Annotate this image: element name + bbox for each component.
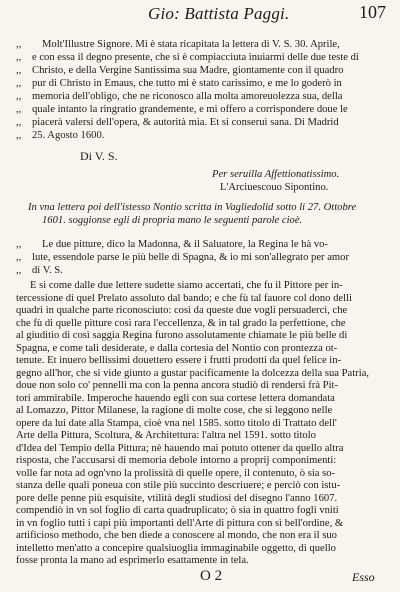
closing-salutation: Di V. S. (80, 150, 118, 163)
body-line: al Lomazzo, Pittor Milanese, la ragione di molte cose, che si leggono nelle (16, 405, 333, 416)
body-line: doue non solo co' pennelli ma con la penna ancora studiò di rendersi frà Pit- (16, 380, 338, 391)
body-line: tenute. Et inuero bellissimi douettero essere i frutti prodotti da quel felice in- (16, 355, 342, 366)
quote-mark: ,, (16, 104, 22, 115)
body-line: fosse pronta la mano ad esprimerlo esattamente in tela. (16, 555, 249, 566)
quote-mark: ,, (16, 91, 22, 102)
running-header (0, 2, 400, 24)
body-line: in vn foglio tutti i capi più importanti dell'Arte di pittura con sì bell'ordine, & (16, 517, 344, 529)
body-line: quadri in qualche parte riconosciuto: così da queste due vogli persuaderci, che (16, 305, 348, 316)
body-line: opere da lui date alla Stampa, cioè vna nel 1585. sotto titolo di Trattato dell' (16, 417, 337, 429)
quote-mark: ,, (16, 52, 22, 63)
body-line: gegno all'hor, che si vide giunto a gustar pacificamente la dolcezza della sua Patria, (16, 367, 369, 379)
quote-mark: ,, (16, 239, 22, 250)
intro-line: In vna lettera poi dell'istesso Nontio scritta in Vagliedolid sotto li 27. Ottobre (28, 202, 357, 213)
closing-signature: L'Arciuescouo Sipontino. (220, 182, 329, 193)
quote-line: lute, essendole parse le più belle di Spagna, & io mi son'allegrato per amor (32, 252, 349, 263)
body-line: d'Idea del Tempio della Pittura; nè hauendo mai potuto ottener da quello altra (16, 442, 344, 454)
closing-line: Per seruilla Affettionatissimo. (212, 169, 340, 180)
body-line: compendiò in vn sol foglio di carta quadruplicato; ò sia in quattro fogli vniti (16, 505, 339, 516)
letter-line: 25. Agosto 1600. (32, 130, 105, 141)
body-line: tercessione di quel Prelato assoluto dal bando; e che fù tal fauore col dono delli (16, 292, 352, 304)
body-line: intelletto men'atto a concepire qualsiuoglia immaginabile oggetto, di quello (16, 542, 336, 554)
body-line: risposta, che l'accusarsi di memoria debole intorno a proprij componimenti: (16, 455, 337, 466)
intro-line: 1601. soggionse egli di propria mano le seguenti parole cioè. (42, 215, 303, 226)
body-line: volle far nota ad ogn'vno la prolissità di quelle opere, il contenuto, ò sia so- (16, 467, 336, 479)
signature-mark: O 2 (200, 568, 223, 584)
body-line: pore delle penne più esquisite, vtilità degli studiosi del disegno l'anno 1607. (16, 492, 338, 504)
body-line: artificioso methodo, che ben diede a conoscere al mondo, che non era il suo (16, 530, 337, 541)
quote-mark: ,, (16, 265, 22, 276)
body-line: Spagna, e come tali desiderate, e dalla cortesia del Nontio con prontezza ot- (16, 342, 338, 354)
body-line: Arte della Pittura, Scoltura, & Architettura: l'altra nel 1591. sotto titolo (16, 430, 316, 441)
body-line: E si come dalle due lettere sudette siamo accertati, che fu il Pittore per in- (30, 280, 343, 291)
quote-mark: ,, (16, 39, 22, 50)
page-number: 107 (359, 2, 386, 22)
letter-line: memoria dell'obligo, che ne riconosco alla molta amoreuolezza sua, della (32, 91, 343, 102)
body-line: che fù di quelle pitture così rara l'eccellenza, & in tal grado la perfettione, che (16, 317, 346, 329)
quote-line: di V. S. (32, 265, 63, 276)
body-line: tori ammirabile. Imperoche hauendo egli con sua cortese lettera domandata (16, 392, 335, 404)
body-line: stanza delle quali poneua con stile più succinto descriuere; e perciò con istu- (16, 480, 341, 491)
catchword: Esso (352, 570, 375, 584)
quote-mark: ,, (16, 130, 22, 141)
quote-mark: ,, (16, 252, 22, 263)
quote-mark: ,, (16, 117, 22, 128)
running-title: Gio: Battista Paggi. (148, 4, 290, 23)
letter-line: quale intanto la ringratio grandemente, e mi offero a corrispondere doue le (32, 104, 348, 115)
quote-mark: ,, (16, 78, 22, 89)
letter-line: e con essa il degno presente, che si è compiacciuta inuiarmi delle due teste di (32, 52, 359, 63)
letter-line: pur di Christo in Emaus, che tutto mi è stato carissimo, e me lo goderò in (32, 78, 342, 89)
letter-line: Molt'Illustre Signore. Mi è stata ricapitata la lettera di V. S. 30. Aprile, (42, 39, 340, 50)
quote-mark: ,, (16, 65, 22, 76)
quote-line: Le due pitture, dico la Madonna, & il Saluatore, la Regina le hà vo- (42, 239, 328, 250)
letter-line: piacerà valersi dell'opera, & autorità mia. Et si conserui sana. Di Madrid (32, 117, 339, 128)
body-line: al giuditio di così saggia Regina furono assolutamente chiamate le più belle di (16, 330, 348, 341)
letter-line: Christo, e della Vergine Santissima sua Madre, giontamente con il quadro (32, 65, 344, 76)
